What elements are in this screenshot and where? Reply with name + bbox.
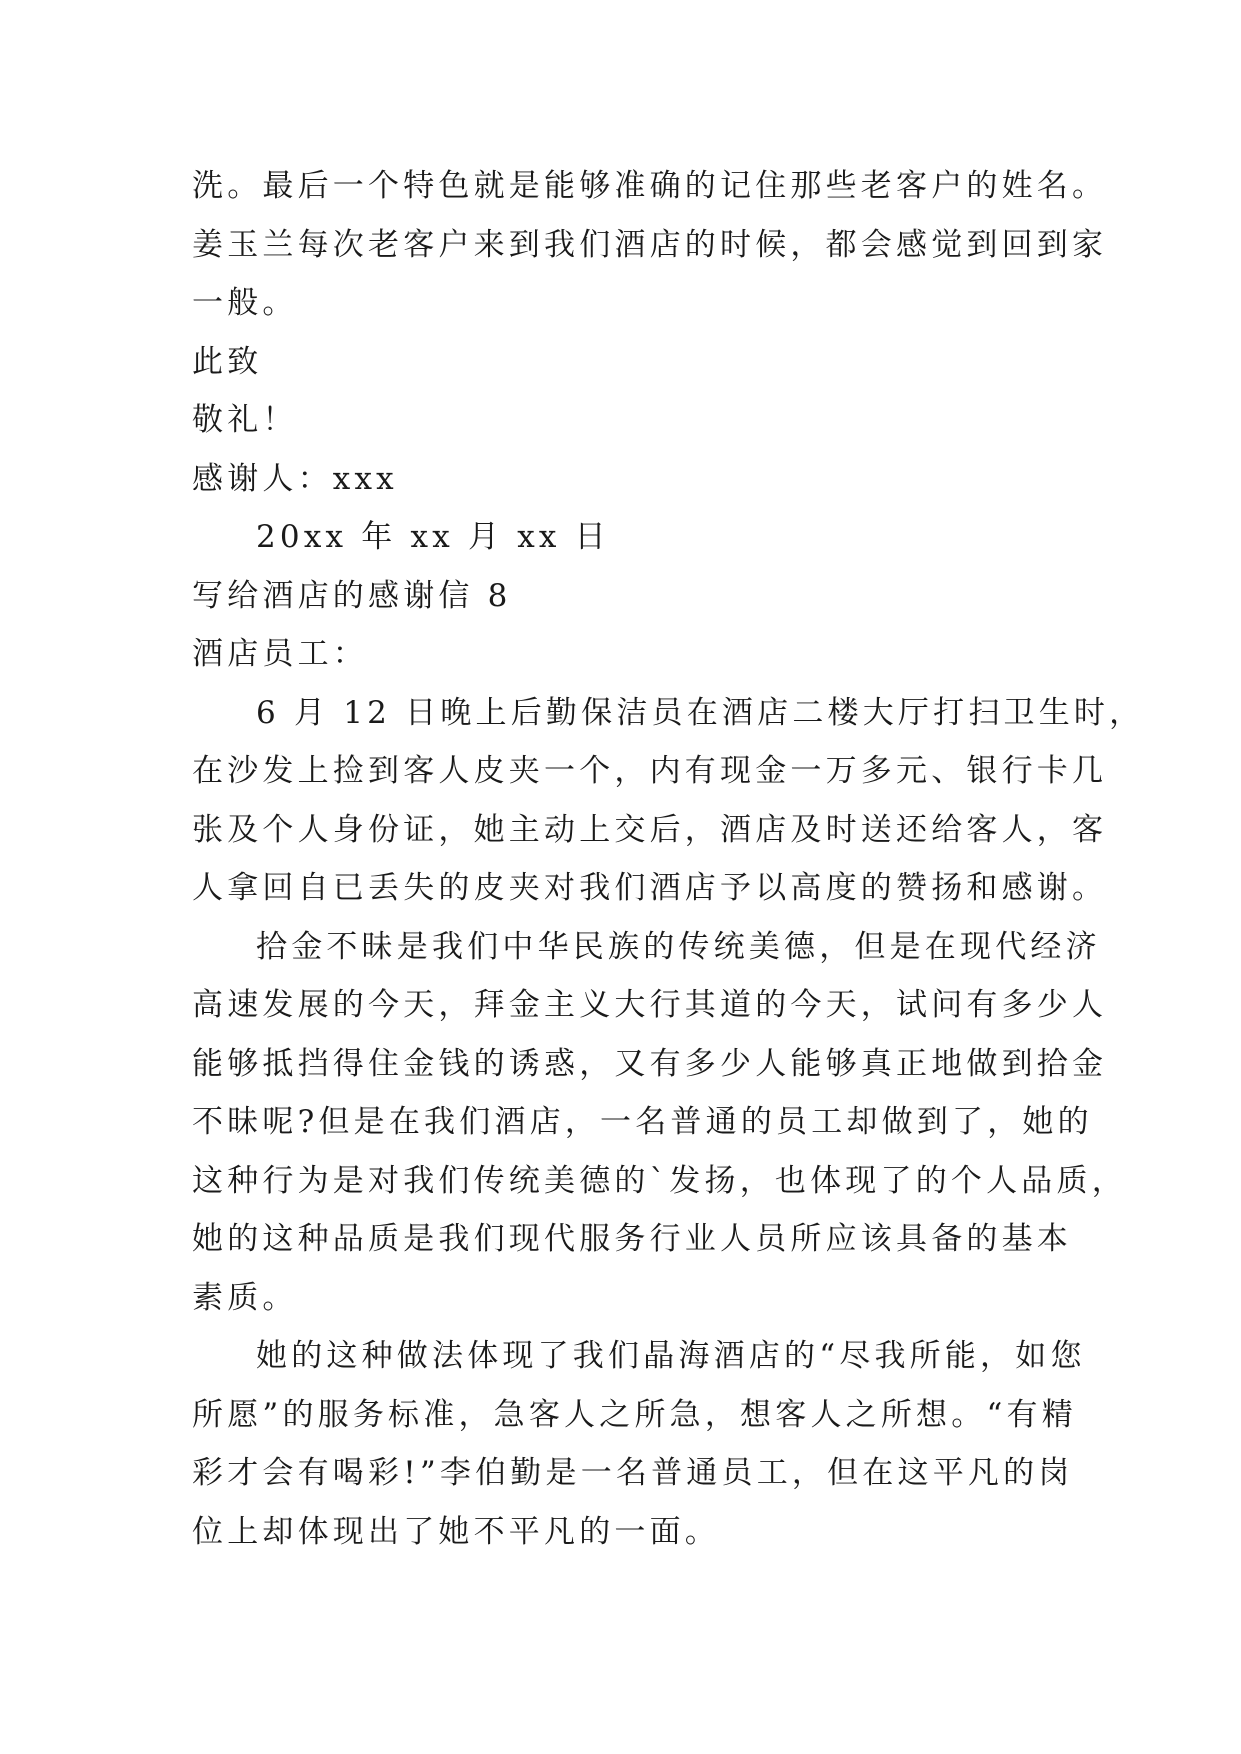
- text-line: 一般。: [192, 285, 298, 321]
- text-line: 姜玉兰每次老客户来到我们酒店的时候，都会感觉到回到家: [192, 226, 1108, 263]
- closing-regards: 敬礼！: [192, 402, 298, 438]
- text-line: 她的这种做法体现了我们晶海酒店的“尽我所能，如您: [256, 1338, 1086, 1374]
- text-line: 高速发展的今天，拜金主义大行其道的今天，试问有多少人: [192, 987, 1108, 1023]
- text-line: 位上却体现出了她不平凡的一面。: [192, 1513, 720, 1550]
- signature-line: 感谢人：xxx: [192, 460, 398, 497]
- text-line: 不昧呢?但是在我们酒店，一名普通的员工却做到了，她的: [192, 1104, 1093, 1140]
- text-line: 人拿回自已丢失的皮夹对我们酒店予以高度的赞扬和感谢。: [192, 870, 1108, 906]
- date-line: 20xx 年 xx 月 xx 日: [256, 519, 610, 555]
- text-line: 素质。: [192, 1279, 298, 1316]
- text-line: 这种行为是对我们传统美德的`发扬，也体现了的个人品质，: [192, 1162, 1127, 1199]
- text-line: 拾金不昧是我们中华民族的传统美德，但是在现代经济: [256, 928, 1101, 965]
- text-line: 张及个人身份证，她主动上交后，酒店及时送还给客人，客: [192, 811, 1108, 848]
- text-line: 在沙发上捡到客人皮夹一个，内有现金一万多元、银行卡几: [192, 753, 1108, 789]
- text-line: 彩才会有喝彩!”李伯勤是一名普通员工，但在这平凡的岗: [192, 1455, 1074, 1491]
- closing-salutation: 此致: [192, 343, 263, 380]
- text-line: 洗。最后一个特色就是能够准确的记住那些老客户的姓名。: [192, 168, 1108, 204]
- letter-greeting: 酒店员工：: [192, 636, 368, 672]
- letter-body: [192, 157, 1145, 1561]
- section-title: 写给酒店的感谢信 8: [192, 577, 512, 614]
- text-line: 她的这种品质是我们现代服务行业人员所应该具备的基本: [192, 1221, 1072, 1257]
- text-line: 能够抵挡得住金钱的诱惑，又有多少人能够真正地做到拾金: [192, 1045, 1108, 1082]
- text-line: 6 月 12 日晚上后勤保洁员在酒店二楼大厅打扫卫生时，: [256, 694, 1145, 731]
- text-line: 所愿”的服务标准，急客人之所急，想客人之所想。“有精: [192, 1396, 1077, 1433]
